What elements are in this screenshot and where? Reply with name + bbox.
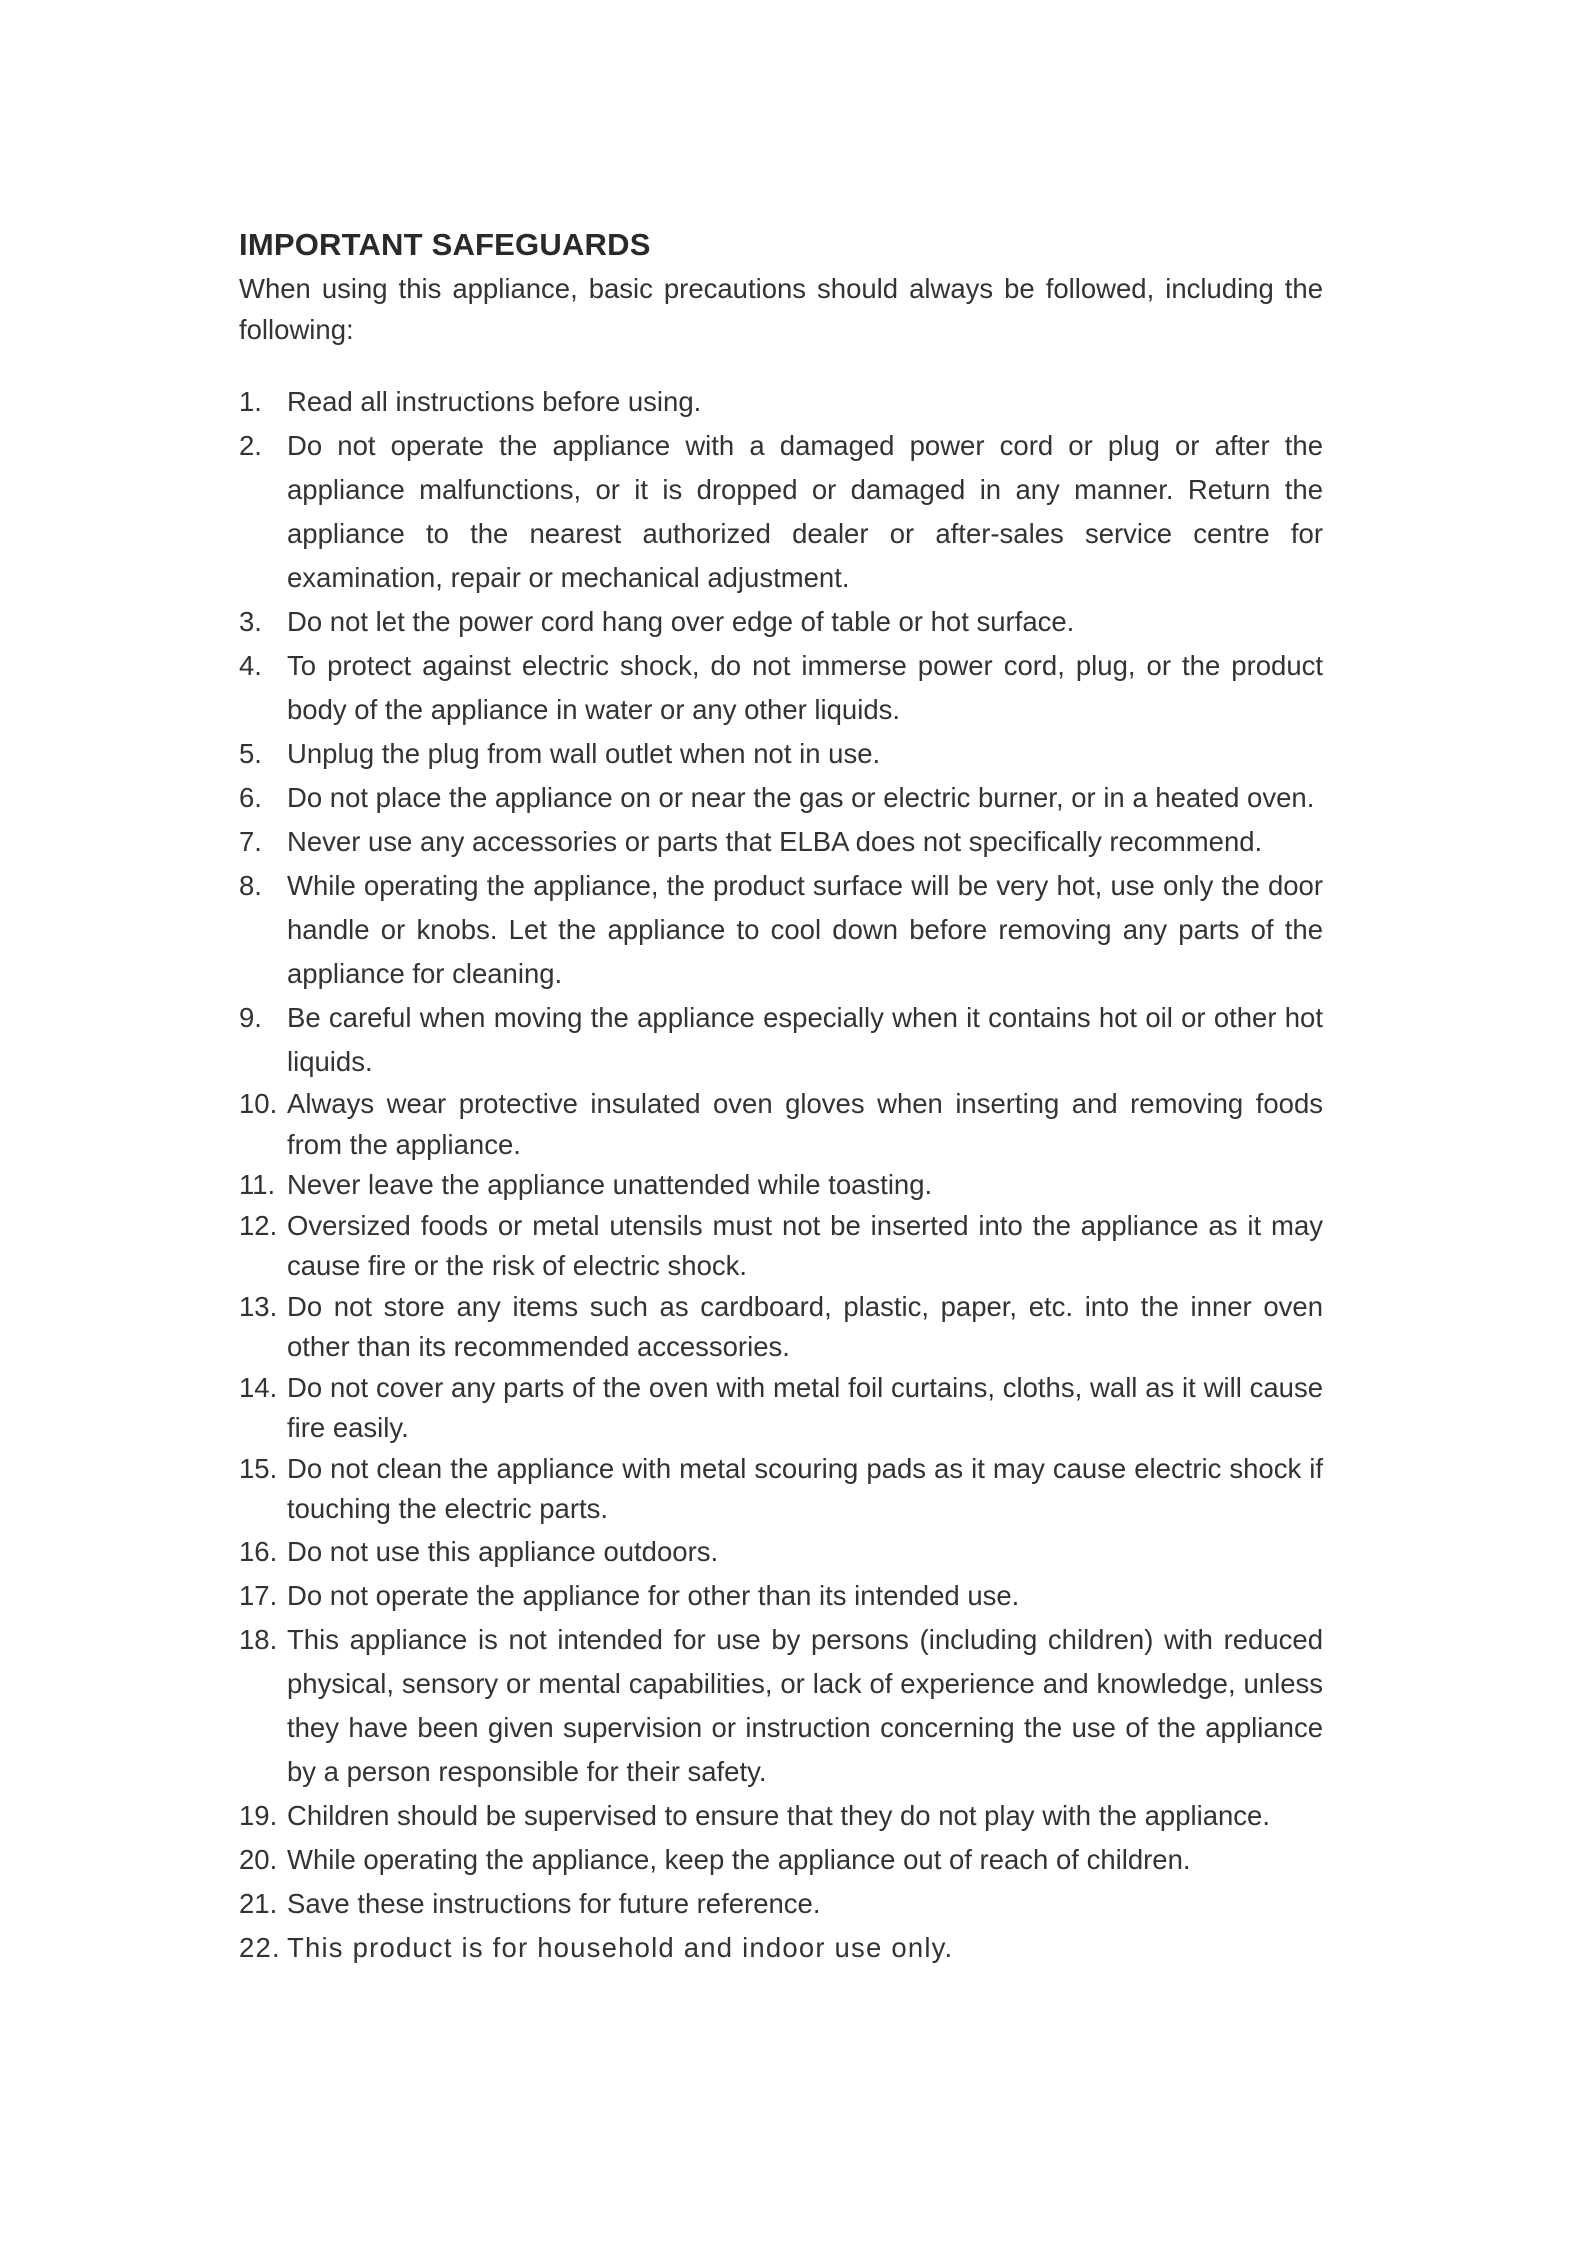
list-item [239,1449,1323,1530]
safeguards-list [239,380,1323,1970]
document-page [239,226,1323,1970]
item-number: 7. [239,826,262,857]
list-item [239,1794,1323,1838]
item-text: Do not operate the appliance with a damaged power cord or plug or after the appliance malfunctions, or it is dropped or damaged in any manner. Return the appliance to the nearest authorized dealer or after-sales service centre for examination, repair or mechanical adjustment. [287,430,1323,593]
list-item [239,1882,1323,1926]
item-text: Oversized foods or metal utensils must not be inserted into the appliance as it may cause fire or the risk of electric shock. [287,1209,1323,1281]
item-text: Never use any accessories or parts that ELBA does not specifically recommend. [287,826,1263,857]
list-item [239,1287,1323,1368]
item-number: 13. [239,1290,278,1322]
list-item [239,864,1323,996]
item-text: This product is for household and indoor use only. [287,1931,954,1963]
list-item [239,820,1323,864]
list-item [239,1206,1323,1287]
item-number: 21. [239,1887,278,1919]
item-text: Save these instructions for future reference. [287,1887,821,1919]
item-text: Do not operate the appliance for other than its intended use. [287,1579,1020,1611]
item-number: 3. [239,606,262,637]
item-text: Do not let the power cord hang over edge of table or hot surface. [287,606,1075,637]
list-item [239,1084,1323,1165]
page-title: IMPORTANT SAFEGUARDS [239,227,651,262]
item-text: Do not use this appliance outdoors. [287,1535,719,1567]
list-item [239,776,1323,820]
list-item [239,1530,1323,1574]
list-item [239,1926,1323,1970]
item-text: Do not clean the appliance with metal scouring pads as it may cause electric shock if touching the electric parts. [287,1452,1323,1524]
list-item [239,732,1323,776]
list-item [239,1165,1323,1206]
item-text: To protect against electric shock, do not immerse power cord, plug, or the product body of the appliance in water or any other liquids. [287,650,1323,725]
item-number: 4. [239,650,262,681]
list-item [239,1838,1323,1882]
list-item [239,996,1323,1084]
item-number: 17. [239,1579,278,1611]
item-number: 8. [239,870,262,901]
intro-paragraph: When using this appliance, basic precautions should always be followed, including the following: [239,273,1323,345]
item-number: 18. [239,1623,278,1655]
item-number: 11. [239,1169,276,1200]
item-text: While operating the appliance, keep the appliance out of reach of children. [287,1843,1191,1875]
item-number: 9. [239,1002,262,1033]
list-item [239,1574,1323,1618]
list-item [239,380,1323,424]
item-text: Do not cover any parts of the oven with metal foil curtains, cloths, wall as it will cause fire easily. [287,1371,1323,1443]
item-number: 5. [239,738,262,769]
item-text: Never leave the appliance unattended while toasting. [287,1169,933,1200]
item-text: While operating the appliance, the product surface will be very hot, use only the door handle or knobs. Let the appliance to cool down before removing any parts of the appliance for cleaning. [287,870,1323,989]
item-number: 2. [239,430,262,461]
item-text: Read all instructions before using. [287,386,702,417]
list-item [239,1368,1323,1449]
item-number: 6. [239,782,262,813]
item-text: This appliance is not intended for use by persons (including children) with reduced physical, sensory or mental capabilities, or lack of experience and knowledge, unless they have been given supervision or instruction concerning the use of the appliance by a person responsible for their safety. [287,1623,1323,1787]
list-item [239,1618,1323,1794]
item-text: Always wear protective insulated oven gloves when inserting and removing foods from the appliance. [287,1088,1323,1160]
item-number: 20. [239,1843,278,1875]
item-text: Children should be supervised to ensure that they do not play with the appliance. [287,1799,1270,1831]
item-text: Do not place the appliance on or near the gas or electric burner, or in a heated oven. [287,782,1315,813]
item-number: 19. [239,1799,278,1831]
item-number: 1. [239,386,262,417]
list-item [239,644,1323,732]
list-item [239,424,1323,600]
item-text: Unplug the plug from wall outlet when not in use. [287,738,881,769]
item-number: 10. [239,1088,278,1119]
list-item [239,600,1323,644]
item-number: 22. [239,1931,281,1963]
item-number: 16. [239,1535,278,1567]
item-number: 15. [239,1452,278,1484]
item-text: Do not store any items such as cardboard, plastic, paper, etc. into the inner oven other than its recommended accessories. [287,1290,1323,1362]
item-text: Be careful when moving the appliance especially when it contains hot oil or other hot liquids. [287,1002,1323,1077]
item-number: 14. [239,1371,278,1403]
item-number: 12. [239,1209,278,1241]
